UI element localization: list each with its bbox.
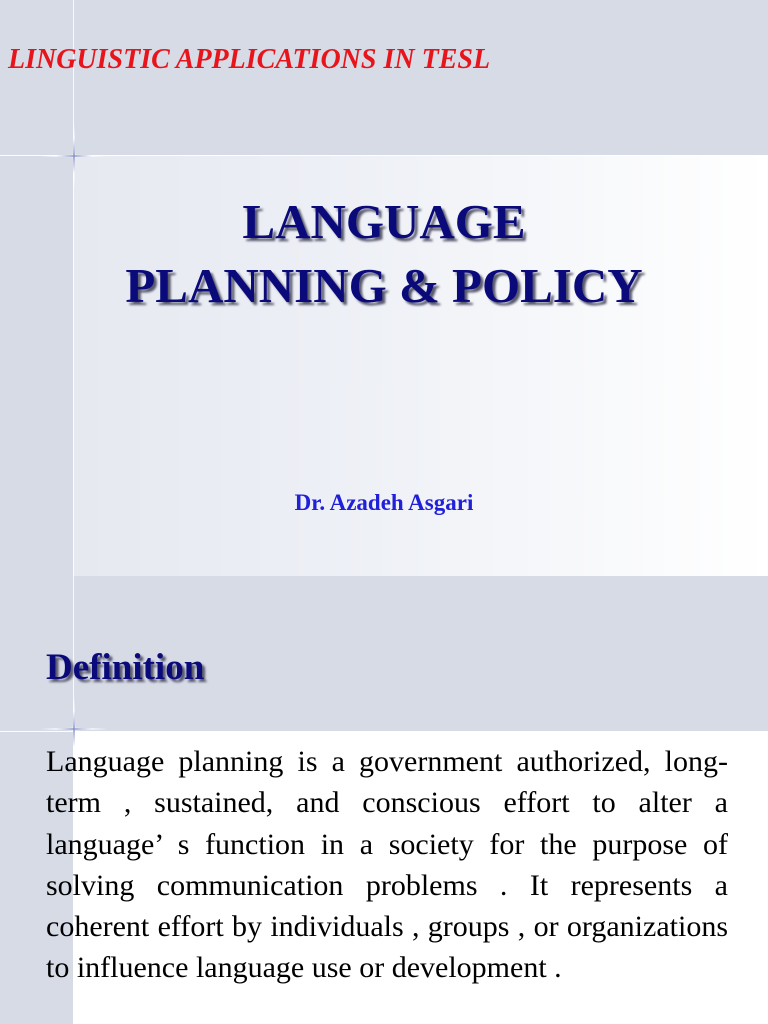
sparkle-icon: [40, 122, 108, 190]
title-line-2: PLANNING & POLICY: [125, 258, 643, 313]
divider-horizontal: [0, 155, 768, 156]
header-band: [0, 0, 768, 155]
author-name: Dr. Azadeh Asgari: [294, 490, 474, 515]
divider-horizontal: [0, 731, 768, 732]
slide-main-title: [0, 190, 768, 318]
section-heading: Definition: [46, 647, 205, 688]
slide-definition: [0, 576, 768, 1024]
definition-text: Language planning is a government authorized, long-term , sustained, and conscious effort to alter a language’ s function in a society for the purpose of solving communication problems . It represents a coherent effort by individuals , groups , or organizations to influence language use or development .: [46, 745, 728, 985]
title-line-1: LANGUAGE: [242, 194, 526, 249]
course-title: LINGUISTIC APPLICATIONS IN TESL: [8, 44, 491, 75]
